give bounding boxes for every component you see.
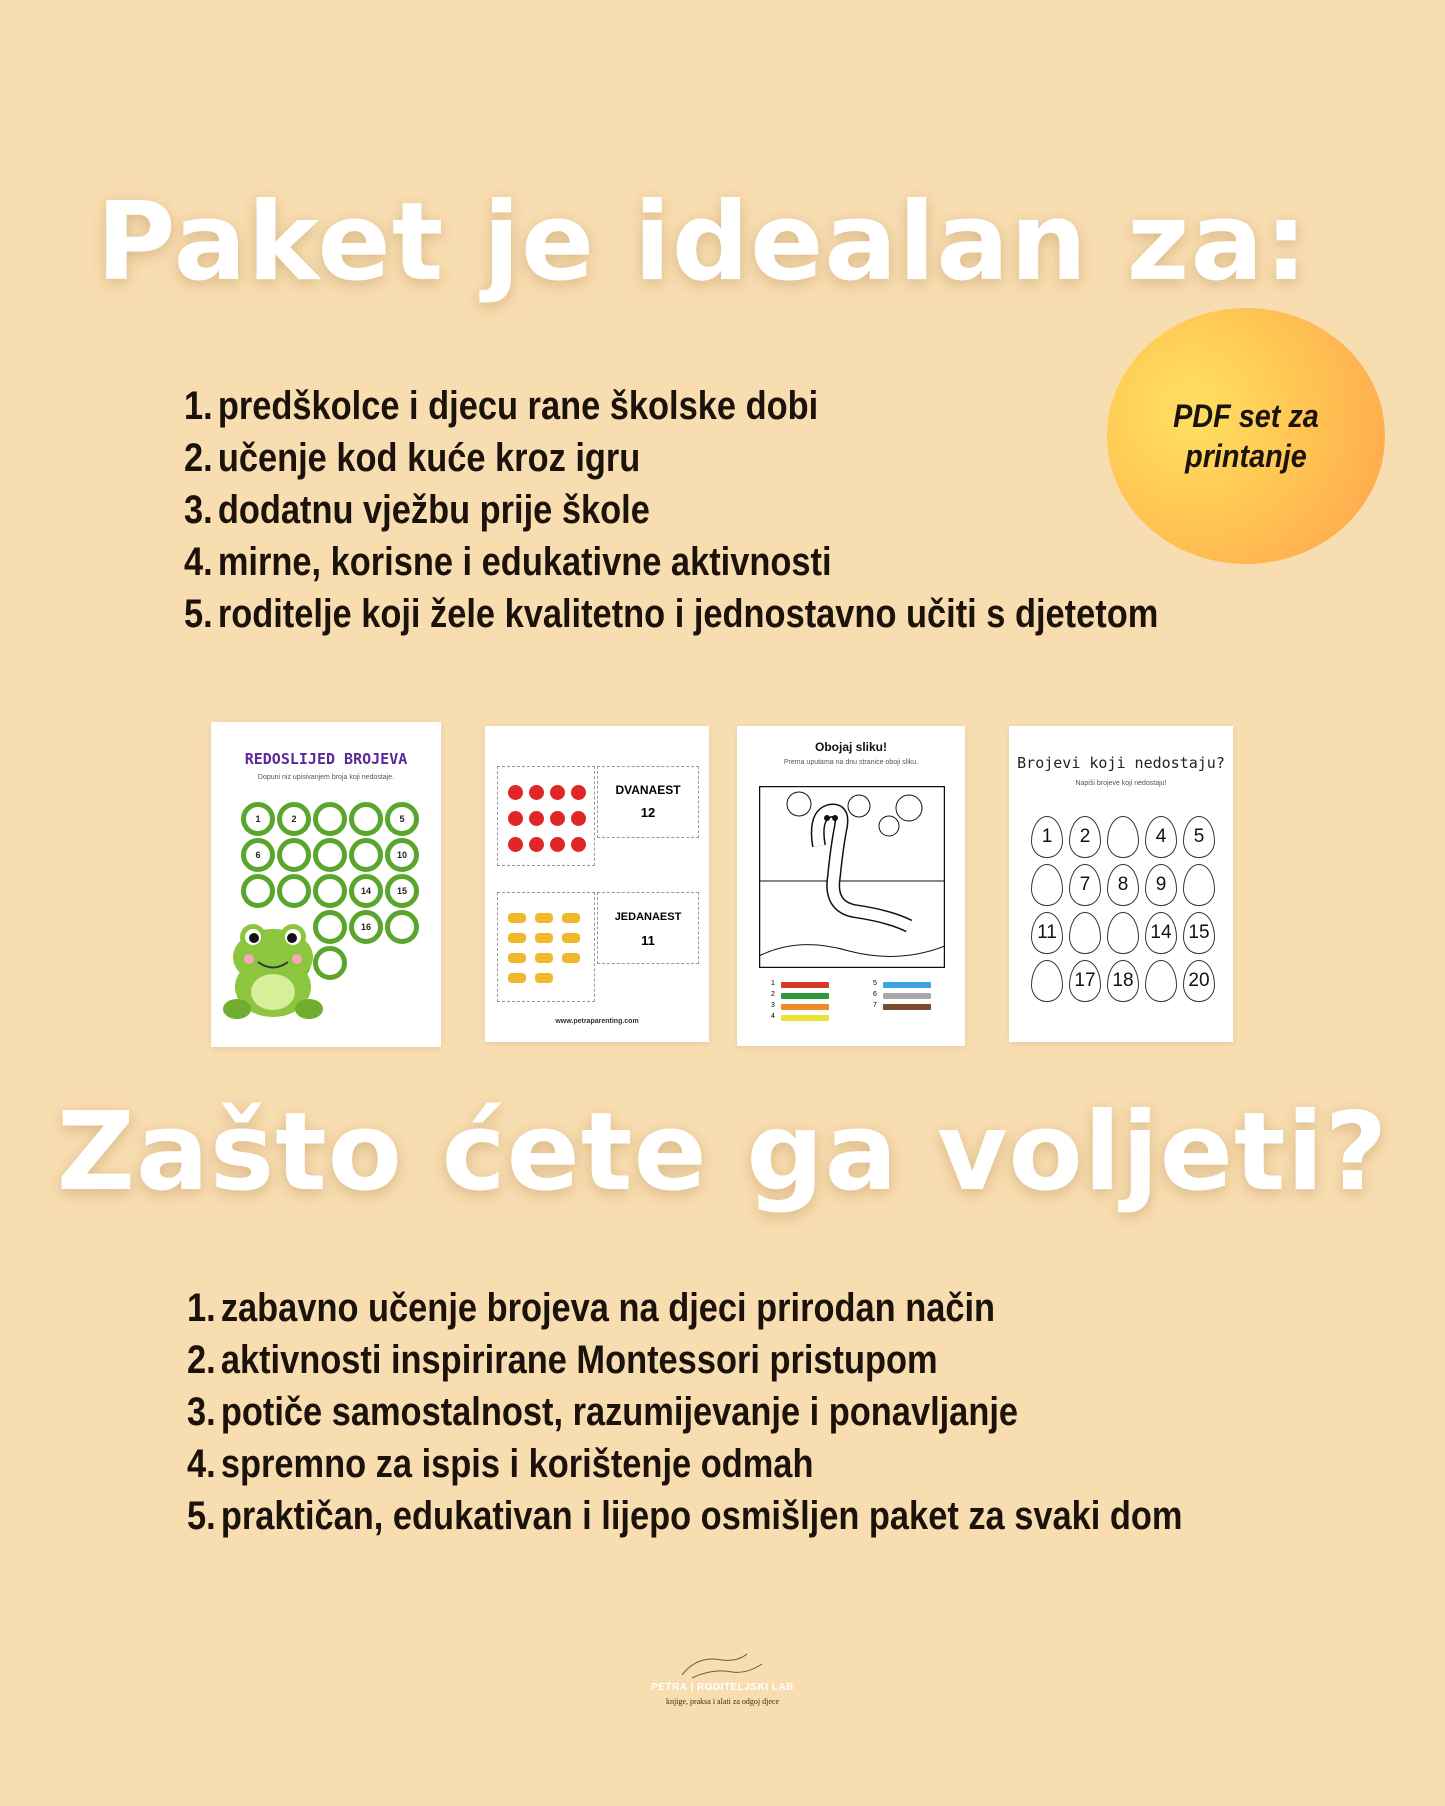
worm-coloring-illustration xyxy=(759,786,945,968)
number-ring: 5 xyxy=(385,802,419,836)
egg-shape: 17 xyxy=(1069,960,1101,1002)
legend-number: 3 xyxy=(771,1002,775,1009)
car-icon xyxy=(562,913,580,923)
apple-icon xyxy=(571,785,586,800)
egg-shape: 15 xyxy=(1183,912,1215,954)
car-icon xyxy=(535,913,553,923)
sheet-url: www.petraparenting.com xyxy=(555,1018,639,1025)
number-ring xyxy=(277,874,311,908)
number-ring: 6 xyxy=(241,838,275,872)
pencil-icon xyxy=(781,1004,829,1010)
sheet-title: Brojevi koji nedostaju? xyxy=(1017,754,1225,772)
apple-icon xyxy=(508,811,523,826)
egg-shape: 18 xyxy=(1107,960,1139,1002)
sheet-subtitle: Dopuni niz upisivanjem broja koji nedostaje. xyxy=(257,774,395,781)
pencil-icon xyxy=(781,1015,829,1021)
egg-shape: 11 xyxy=(1031,912,1063,954)
egg-shape: 2 xyxy=(1069,816,1101,858)
egg-shape xyxy=(1145,960,1177,1002)
egg-shape: 8 xyxy=(1107,864,1139,906)
egg-shape xyxy=(1069,912,1101,954)
apple-icon xyxy=(508,837,523,852)
pencil-icon xyxy=(883,1004,931,1010)
apple-icon xyxy=(550,837,565,852)
list-item: 3. potiče samostalnost, razumijevanje i ponavljanje xyxy=(186,1390,1019,1434)
number-ring xyxy=(313,802,347,836)
legend-number: 5 xyxy=(873,980,877,987)
number-ring: 14 xyxy=(349,874,383,908)
list-item: 4. spremno za ispis i korištenje odmah xyxy=(186,1442,814,1486)
number-ring: 1 xyxy=(241,802,275,836)
car-icon xyxy=(535,953,553,963)
number-ring xyxy=(241,874,275,908)
car-icon xyxy=(535,973,553,983)
brand-logo xyxy=(640,1650,805,1710)
pencil-icon xyxy=(781,993,829,999)
cars-card xyxy=(497,892,595,1002)
egg-shape: 1 xyxy=(1031,816,1063,858)
egg-shape xyxy=(1031,864,1063,906)
apple-icon xyxy=(550,785,565,800)
number-card: DVANAEST 12 xyxy=(597,766,699,838)
sheet-title: Obojaj sliku! xyxy=(814,740,887,754)
why-love-list xyxy=(183,1282,1345,1542)
egg-shape: 14 xyxy=(1145,912,1177,954)
sheet-title: REDOSLIJED BROJEVA xyxy=(244,750,408,768)
list-item: 5. roditelje koji žele kvalitetno i jednostavno učiti s djetetom xyxy=(183,592,1159,636)
apple-icon xyxy=(529,811,544,826)
number-ring xyxy=(313,838,347,872)
egg-shape: 4 xyxy=(1145,816,1177,858)
list-item: 2. aktivnosti inspirirane Montessori pristupom xyxy=(186,1338,938,1382)
number-ring: 10 xyxy=(385,838,419,872)
number-ring xyxy=(313,874,347,908)
egg-shape xyxy=(1107,912,1139,954)
legend-number: 7 xyxy=(873,1002,877,1009)
number-ring: 16 xyxy=(349,910,383,944)
pencil-icon xyxy=(883,993,931,999)
car-icon xyxy=(508,973,526,983)
number-ring: 15 xyxy=(385,874,419,908)
frog-icon xyxy=(223,917,323,1027)
car-icon xyxy=(508,933,526,943)
car-icon xyxy=(508,953,526,963)
egg-shape xyxy=(1107,816,1139,858)
car-icon xyxy=(562,953,580,963)
list-item: 1. zabavno učenje brojeva na djeci prirodan način xyxy=(186,1286,996,1330)
heading-ideal-for: Paket je idealan za: xyxy=(96,180,1309,305)
legend-number: 4 xyxy=(771,1013,775,1020)
number-ring xyxy=(385,910,419,944)
worksheet-preview-sequence xyxy=(211,722,441,1047)
list-item: 5. praktičan, edukativan i lijepo osmišljen paket za svaki dom xyxy=(186,1494,1183,1538)
brand-name: PETRA | RODITELJSKI LAB xyxy=(651,1682,794,1693)
list-item: 1. predškolce i djecu rane školske dobi xyxy=(183,384,819,428)
egg-shape: 20 xyxy=(1183,960,1215,1002)
worksheet-preview-missing-numbers xyxy=(1009,726,1233,1042)
pencil-icon xyxy=(781,982,829,988)
apple-icon xyxy=(571,811,586,826)
egg-shape: 7 xyxy=(1069,864,1101,906)
worksheet-preview-coloring xyxy=(737,726,965,1046)
egg-shape: 9 xyxy=(1145,864,1177,906)
apple-icon xyxy=(550,811,565,826)
list-item: 4. mirne, korisne i edukativne aktivnosti xyxy=(183,540,832,584)
sheet-subtitle: Napiši brojeve koji nedostaju! xyxy=(1075,780,1167,787)
heading-why-love: Zašto ćete ga voljeti? xyxy=(56,1090,1389,1215)
car-icon xyxy=(508,913,526,923)
legend-number: 6 xyxy=(873,991,877,998)
car-icon xyxy=(535,933,553,943)
egg-shape xyxy=(1183,864,1215,906)
worksheet-preview-counting-cards xyxy=(485,726,709,1042)
egg-shape xyxy=(1031,960,1063,1002)
list-item: 3. dodatnu vježbu prije škole xyxy=(183,488,650,532)
apples-card xyxy=(497,766,595,866)
egg-shape: 5 xyxy=(1183,816,1215,858)
apple-icon xyxy=(571,837,586,852)
legend-number: 1 xyxy=(771,980,775,987)
car-icon xyxy=(562,933,580,943)
number-card: JEDANAEST 11 xyxy=(597,892,699,964)
brand-tagline: knjige, praksa i alati za odgoj djece xyxy=(665,1697,780,1706)
legend-number: 2 xyxy=(771,991,775,998)
pencil-icon xyxy=(883,982,931,988)
number-ring xyxy=(277,838,311,872)
sheet-subtitle: Prema uputama na dnu stranice oboji sliku. xyxy=(783,759,919,766)
number-ring xyxy=(349,802,383,836)
hands-icon xyxy=(677,1650,767,1682)
apple-icon xyxy=(529,837,544,852)
apple-icon xyxy=(508,785,523,800)
pdf-badge: PDF set za printanje xyxy=(1107,308,1385,564)
list-item: 2. učenje kod kuće kroz igru xyxy=(183,436,641,480)
number-ring: 2 xyxy=(277,802,311,836)
number-ring xyxy=(349,838,383,872)
apple-icon xyxy=(529,785,544,800)
